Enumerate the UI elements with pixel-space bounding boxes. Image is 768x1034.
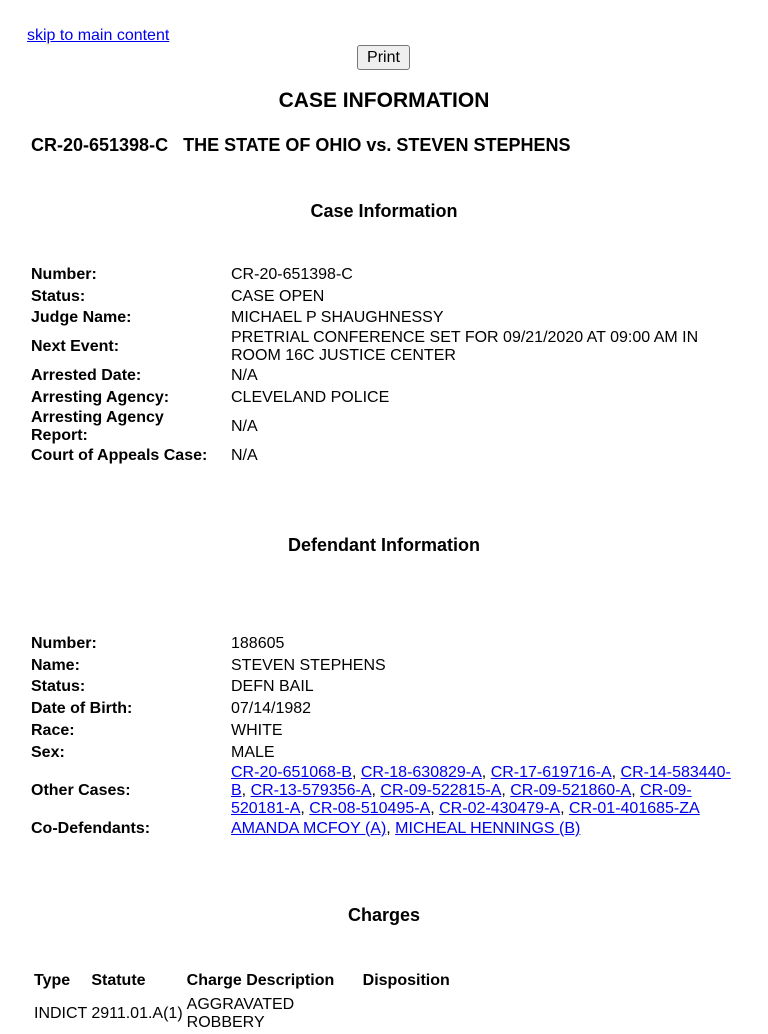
defendant-info-row xyxy=(28,677,734,699)
column-header: Disposition xyxy=(362,972,450,989)
field-value: WHITE xyxy=(231,722,283,740)
other-cases-label: Other Cases: xyxy=(31,781,131,799)
other-case-link[interactable]: CR-09-522815-A xyxy=(380,781,502,799)
field-label: Arrested Date: xyxy=(31,367,142,385)
field-value: CLEVELAND POLICE xyxy=(231,389,390,407)
column-header: Charge Description xyxy=(186,972,335,989)
case-info-row xyxy=(28,264,734,286)
field-label: Court of Appeals Case: xyxy=(31,446,208,464)
page-title: CASE INFORMATION xyxy=(278,89,490,112)
case-information-table xyxy=(28,264,734,467)
co-defendants-list: AMANDA MCFOY (A), MICHEAL HENNINGS (B) xyxy=(231,819,581,837)
case-info-row xyxy=(28,308,734,330)
charges-header-row xyxy=(32,970,465,994)
field-label: Arresting Agency: xyxy=(31,389,170,407)
case-info-row xyxy=(28,409,734,445)
table-row xyxy=(32,994,465,1034)
field-value: CR-20-651398-C xyxy=(231,265,353,283)
print-button[interactable]: Print xyxy=(357,45,410,70)
column-header: Statute xyxy=(91,972,146,989)
case-info-row xyxy=(28,387,734,409)
defendant-info-row xyxy=(28,633,734,655)
field-value: N/A xyxy=(231,367,258,385)
co-defendants-label: Co-Defendants: xyxy=(31,819,151,837)
defendant-info-row xyxy=(28,655,734,677)
skip-to-main-link[interactable]: skip to main content xyxy=(27,27,170,44)
co-defendants-row xyxy=(28,818,734,840)
defendant-info-row xyxy=(28,742,734,764)
other-case-link[interactable]: CR-02-430479-A xyxy=(439,799,561,817)
field-value: 07/14/1982 xyxy=(231,700,312,718)
case-info-row xyxy=(28,286,734,308)
field-value: 188605 xyxy=(231,634,285,652)
charge-type: INDICT xyxy=(34,1005,88,1022)
other-case-link[interactable]: CR-20-651068-B xyxy=(231,763,352,781)
field-label: Race: xyxy=(31,722,75,740)
field-label: Sex: xyxy=(31,743,65,761)
field-label: Date of Birth: xyxy=(31,700,133,718)
field-value: N/A xyxy=(231,417,258,435)
case-info-row xyxy=(28,365,734,387)
other-case-link[interactable]: CR-09-520181-A xyxy=(231,781,692,817)
field-label: Arresting Agency Report: xyxy=(31,408,164,444)
other-case-link[interactable]: CR-01-401685-ZA xyxy=(568,799,700,817)
defendant-information-table xyxy=(28,633,734,840)
field-value: N/A xyxy=(231,446,258,464)
field-label: Next Event: xyxy=(31,338,120,356)
other-case-link[interactable]: CR-08-510495-A xyxy=(309,799,431,817)
column-header: Type xyxy=(34,972,71,989)
charge-description: AGGRAVATED ROBBERY xyxy=(186,996,295,1031)
field-label: Judge Name: xyxy=(31,309,132,327)
field-label: Number: xyxy=(31,265,97,283)
other-cases-list: CR-20-651068-B, CR-18-630829-A, CR-17-619716-A, CR-14-583440-B, CR-13-579356-A, CR-09-522815-A, CR-09-521860-A, CR-09-520181-A, CR-08-510495-A, CR-02-430479-A, CR-01-401685-ZA xyxy=(231,763,731,817)
charge-disposition xyxy=(361,994,465,1034)
case-title: CR-20-651398-C THE STATE OF OHIO vs. STEVEN STEPHENS xyxy=(31,135,571,155)
field-label: Number: xyxy=(31,634,97,652)
field-value: DEFN BAIL xyxy=(231,678,314,696)
other-case-link[interactable]: CR-18-630829-A xyxy=(360,763,482,781)
field-value: STEVEN STEPHENS xyxy=(231,656,386,674)
other-case-link[interactable]: CR-13-579356-A xyxy=(250,781,372,799)
case-info-row xyxy=(28,329,734,365)
co-defendant-link[interactable]: MICHEAL HENNINGS (B) xyxy=(395,819,581,837)
field-value: CASE OPEN xyxy=(231,287,325,305)
other-case-link[interactable]: CR-17-619716-A xyxy=(490,763,612,781)
defendant-info-row xyxy=(28,698,734,720)
field-label: Status: xyxy=(31,287,86,305)
defendant-info-row xyxy=(28,720,734,742)
field-label: Status: xyxy=(31,678,86,696)
co-defendant-link[interactable]: AMANDA MCFOY (A) xyxy=(231,819,387,837)
field-value: MICHAEL P SHAUGHNESSY xyxy=(231,309,444,327)
charge-statute: 2911.01.A(1) xyxy=(91,1005,183,1022)
charges-heading: Charges xyxy=(347,905,421,925)
field-label: Name: xyxy=(31,656,80,674)
other-cases-row xyxy=(28,764,734,818)
other-case-link[interactable]: CR-09-521860-A xyxy=(510,781,632,799)
other-case-link[interactable]: CR-14-583440-B xyxy=(231,763,731,799)
field-value: PRETRIAL CONFERENCE SET FOR 09/21/2020 AT 09:00 AM IN ROOM 16C JUSTICE CENTER xyxy=(231,329,699,365)
charges-table xyxy=(32,970,465,1034)
case-information-heading: Case Information xyxy=(310,201,458,221)
case-info-row xyxy=(28,445,734,467)
defendant-information-heading: Defendant Information xyxy=(288,535,480,555)
field-value: MALE xyxy=(231,743,275,761)
